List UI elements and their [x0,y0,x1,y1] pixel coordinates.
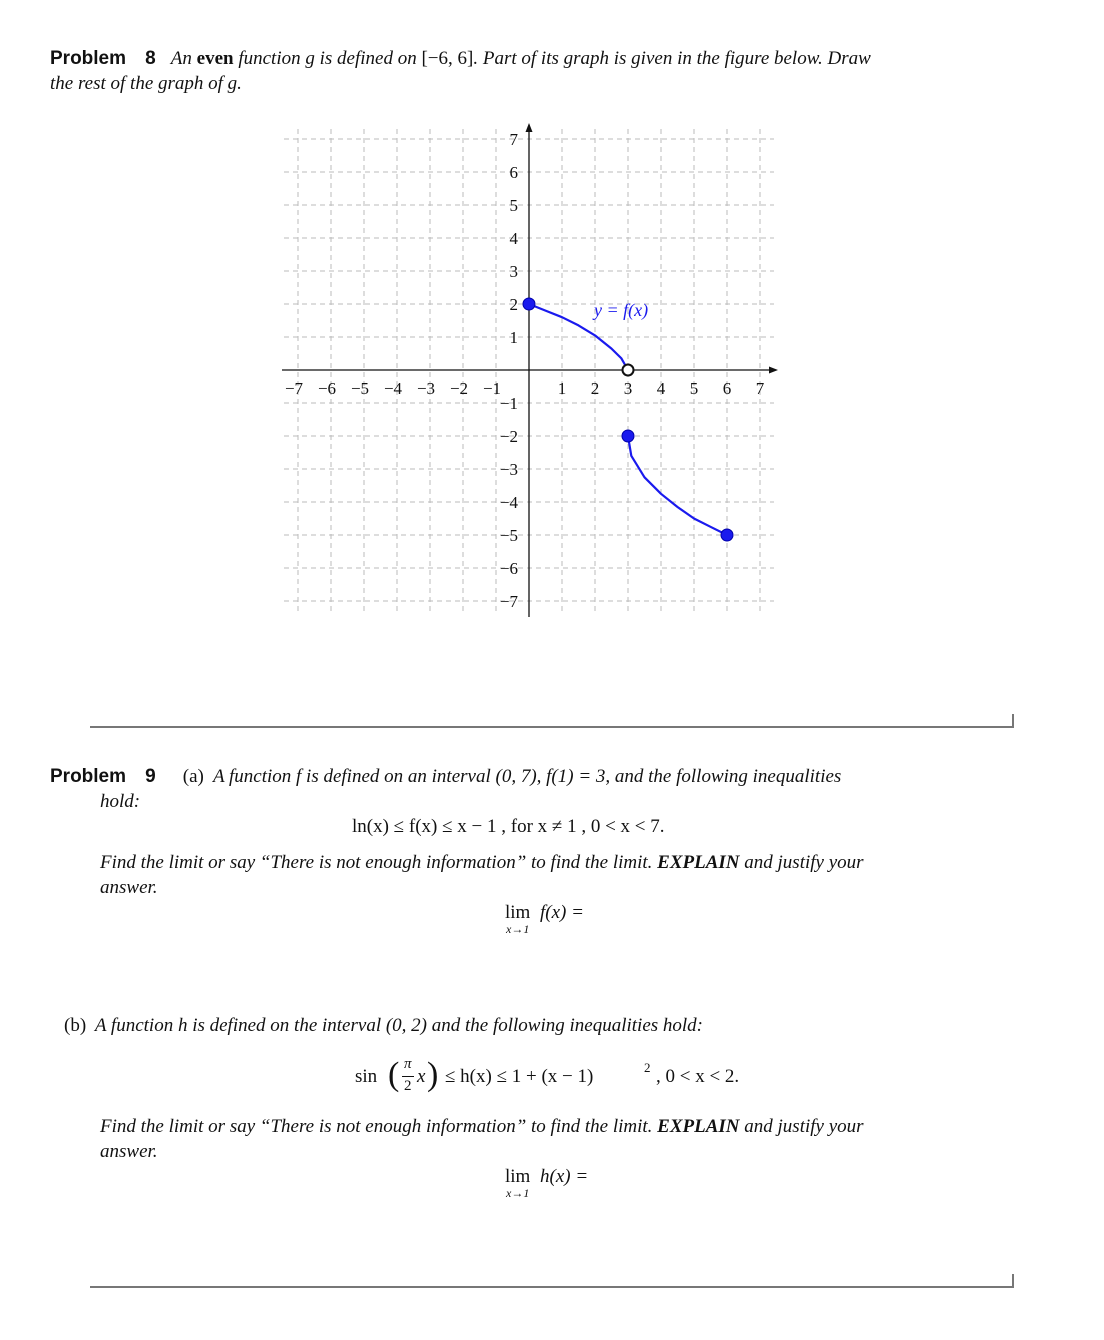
y-tick-label: 6 [509,163,518,182]
x-tick-label: 1 [557,379,567,398]
explain-text: EXPLAIN [657,852,740,873]
right-paren: ) [427,1056,439,1093]
lim-sub: x→1 [506,922,530,936]
explain-text-b: EXPLAIN [657,1116,740,1137]
find-text: Find the limit or say “There is not enough information” to find the limit. [100,852,653,873]
x-tick-label: −2 [449,379,469,398]
find-text-b: Find the limit or say “There is not enough information” to find the limit. [100,1116,653,1137]
part-a-text: A function f is defined on an interval (0, 7), f(1) = 3, and the following inequalities [212,766,842,787]
lim-h-expr: h(x) = [540,1166,589,1187]
y-tick-label: 5 [509,196,518,215]
x-tick-label: −1 [482,379,502,398]
x-tick-label: 6 [722,379,732,398]
inequality-rest: ≤ h(x) ≤ 1 + (x − 1) [445,1066,594,1087]
problem-8-text-a: An [170,48,197,69]
problem-8-fn-g: g [305,48,315,69]
separator-line-2 [90,1286,1014,1288]
y-tick-label: −6 [499,559,518,578]
problem-8-label: Problem [50,48,127,69]
part-a-hold: hold: [100,791,141,812]
sin-arg-x: x [417,1066,426,1087]
justify-text-b: and justify your [739,1116,864,1137]
y-tick-label: 3 [509,262,518,281]
problem-8-text-e: the rest of the graph of [50,73,228,94]
limit-f [505,902,645,942]
problem-8-even: even [196,48,234,69]
y-tick-label: 1 [509,328,518,347]
x-tick-label: 5 [689,379,699,398]
lower-branch-curve [628,436,727,535]
inequality-tail: , 0 < x < 2. [656,1066,740,1087]
closed-endpoint [721,529,733,541]
x-tick-label: −4 [383,379,403,398]
part-a-label: (a) [182,766,204,787]
part-b-label: (b) [64,1015,87,1036]
y-tick-label: −1 [499,394,518,413]
separator-line [90,726,1014,728]
x-tick-label: −3 [416,379,436,398]
y-tick-label: −5 [499,526,518,545]
left-paren: ( [388,1056,400,1093]
problem-8-text-b: function [233,48,306,69]
part-b-text: A function h is defined on the interval (0, 2) and the following inequalities hold: [94,1015,704,1036]
part-a-inequality: ln(x) ≤ f(x) ≤ x − 1 , for x ≠ 1 , 0 < x < 7. [352,816,665,837]
x-tick-label: −5 [350,379,370,398]
y-tick-label: 7 [509,130,518,149]
justify-text: and justify your [739,852,864,873]
x-tick-label: −7 [284,379,304,398]
separator-tick [1012,714,1014,728]
problem-9-number: 9 [145,766,156,787]
lim-word-b: lim [505,1166,531,1187]
x-axis-arrow [769,367,778,374]
problem-8-number: 8 [145,48,156,69]
part-a-instructions [100,851,1030,875]
fraction-pi: π [404,1056,412,1072]
separator-tick-2 [1012,1274,1014,1288]
x-tick-label: 4 [656,379,666,398]
problem-8-interval: [−6, 6] [421,48,474,69]
x-tick-label: 3 [623,379,633,398]
answer-text-b: answer. [100,1141,158,1162]
part-b-instructions [100,1115,1030,1139]
x-tick-label: −6 [317,379,337,398]
x-tick-label: 2 [590,379,600,398]
problem-8-text-c: is defined on [314,48,422,69]
problem-8-fn-g-2: g [227,73,238,94]
lim-word: lim [505,902,531,923]
y-tick-label: −3 [499,460,518,479]
answer-text: answer. [100,877,158,898]
fraction-bar [402,1076,414,1077]
limit-h [505,1166,645,1206]
axes [282,123,778,617]
sin-word: sin [355,1066,378,1087]
problem-8-period: . [237,73,242,94]
open-endpoint [623,365,634,376]
y-tick-label: −2 [499,427,518,446]
y-axis-arrow [526,123,533,132]
graph-label: y = f(x) [594,300,649,320]
problem-9-header [50,765,1060,789]
y-tick-label: 2 [509,295,518,314]
problem-9-label: Problem [50,766,127,787]
y-tick-label: −7 [499,592,518,611]
lim-f-expr: f(x) = [540,902,584,923]
problem-8-text-d: . Part of its graph is given in the figure below. Draw [473,48,871,69]
exponent: 2 [644,1060,651,1075]
x-tick-label: 7 [755,379,765,398]
part-b [64,1014,1064,1038]
fraction-two: 2 [404,1078,412,1094]
lim-sub-b: x→1 [506,1186,530,1200]
y-tick-label: −4 [499,493,518,512]
y-tick-label: 4 [509,229,518,248]
closed-endpoint [523,298,535,310]
part-b-inequality [355,1054,775,1104]
closed-endpoint [622,430,634,442]
